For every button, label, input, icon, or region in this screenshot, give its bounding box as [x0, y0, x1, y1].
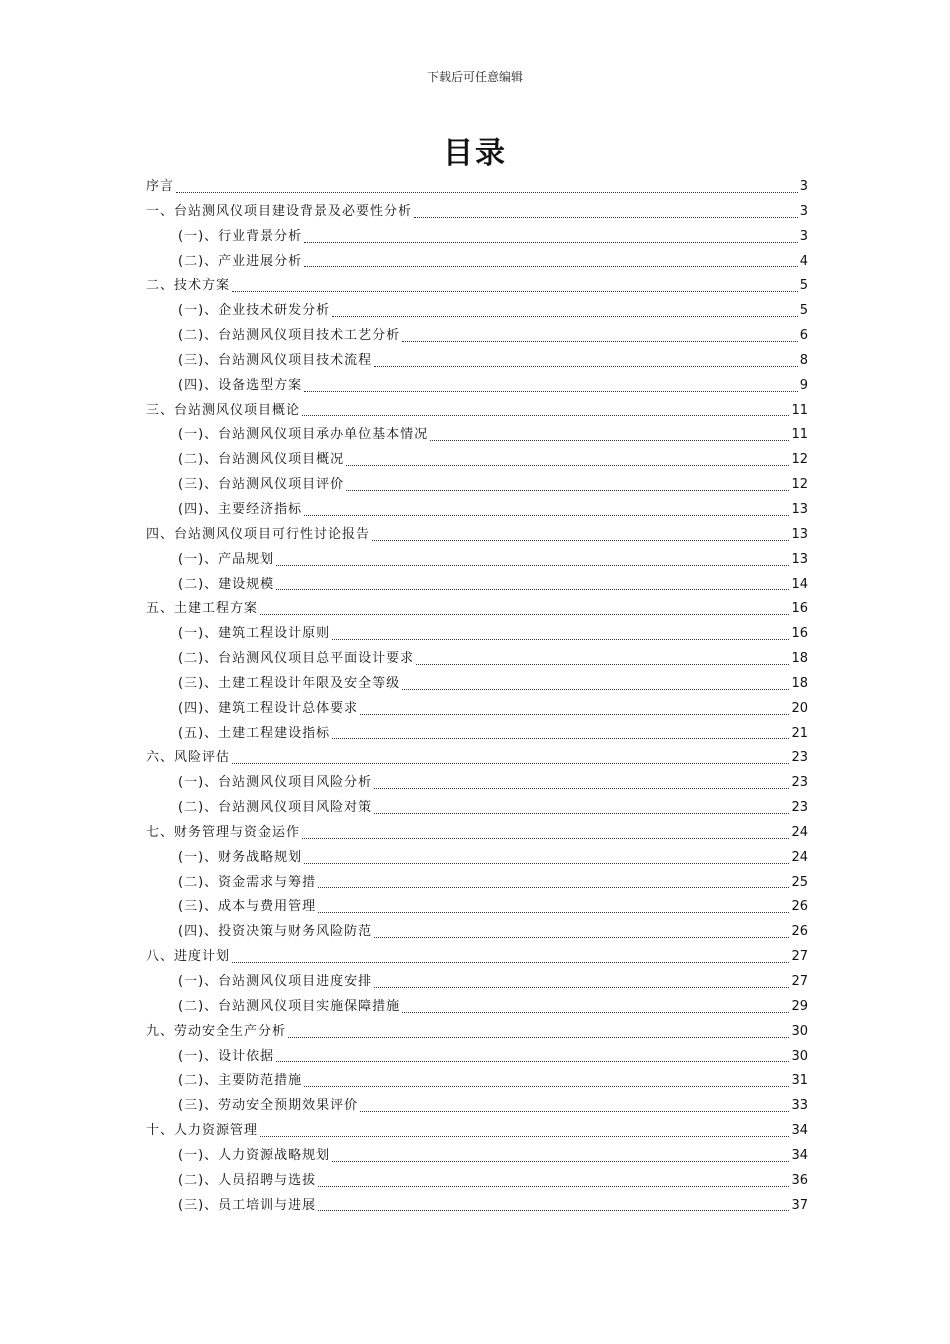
toc-entry-page: 11 — [791, 427, 808, 443]
toc-entry-label: (四)、投资决策与财务风险防范 — [178, 924, 373, 940]
toc-entry-page: 9 — [799, 377, 808, 393]
toc-entry-page: 37 — [791, 1197, 808, 1213]
toc-leader-dots — [374, 788, 789, 789]
toc-entry-page: 27 — [791, 949, 808, 965]
toc-entry[interactable] — [146, 1020, 808, 1045]
toc-entry-label: (二)、台站测风仪项目技术工艺分析 — [178, 328, 401, 344]
toc-entry[interactable] — [146, 796, 808, 821]
toc-entry-page: 16 — [791, 601, 808, 617]
toc-leader-dots — [332, 639, 789, 640]
toc-entry-label: (一)、台站测风仪项目承办单位基本情况 — [178, 427, 429, 443]
toc-entry[interactable] — [146, 895, 808, 920]
toc-entry-label: (一)、设计依据 — [178, 1048, 275, 1064]
toc-entry-page: 29 — [791, 998, 808, 1014]
toc-entry-label: (四)、建筑工程设计总体要求 — [178, 700, 359, 716]
toc-entry[interactable] — [146, 597, 808, 622]
toc-leader-dots — [304, 242, 798, 243]
toc-entry[interactable] — [146, 970, 808, 995]
toc-entry-label: (二)、资金需求与筹措 — [178, 874, 317, 890]
toc-list — [146, 175, 808, 1218]
toc-leader-dots — [304, 863, 789, 864]
toc-leader-dots — [346, 465, 789, 466]
toc-leader-dots — [416, 664, 789, 665]
toc-entry-page: 4 — [799, 253, 808, 269]
toc-entry-label: (三)、台站测风仪项目评价 — [178, 477, 345, 493]
toc-leader-dots — [374, 813, 789, 814]
toc-leader-dots — [372, 540, 789, 541]
toc-entry-page: 23 — [791, 775, 808, 791]
toc-entry-page: 25 — [791, 874, 808, 890]
toc-entry[interactable] — [146, 1094, 808, 1119]
toc-entry-page: 24 — [791, 824, 808, 840]
toc-entry-page: 5 — [799, 303, 808, 319]
toc-entry[interactable] — [146, 374, 808, 399]
toc-entry-label: (一)、台站测风仪项目进度安排 — [178, 974, 373, 989]
toc-entry[interactable] — [146, 697, 808, 722]
toc-entry-page: 31 — [791, 1073, 808, 1089]
toc-entry[interactable] — [146, 846, 808, 871]
toc-entry-label: 序言 — [146, 179, 175, 194]
toc-entry-page: 30 — [791, 1023, 808, 1039]
toc-leader-dots — [414, 217, 798, 218]
toc-entry-label: (二)、建设规模 — [178, 576, 275, 592]
toc-leader-dots — [304, 515, 789, 516]
toc-leader-dots — [260, 614, 789, 615]
toc-entry-label: 九、劳动安全生产分析 — [146, 1023, 287, 1039]
toc-entry-page: 24 — [791, 849, 808, 865]
toc-entry[interactable] — [146, 871, 808, 896]
toc-leader-dots — [304, 391, 798, 392]
toc-entry-label: (一)、产品规划 — [178, 551, 275, 567]
toc-entry-page: 23 — [791, 800, 808, 816]
header-note: 下载后可任意编辑 — [426, 70, 523, 84]
toc-entry[interactable] — [146, 423, 808, 448]
toc-leader-dots — [302, 838, 789, 839]
toc-entry[interactable] — [146, 622, 808, 647]
toc-entry[interactable] — [146, 175, 808, 200]
toc-entry-page: 26 — [791, 924, 808, 940]
toc-leader-dots — [332, 316, 798, 317]
toc-entry-page: 18 — [791, 651, 808, 667]
toc-leader-dots — [176, 192, 798, 193]
toc-entry-page: 5 — [799, 278, 808, 294]
toc-entry[interactable] — [146, 399, 808, 424]
toc-entry-page: 14 — [791, 576, 808, 592]
toc-leader-dots — [374, 366, 798, 367]
toc-leader-dots — [374, 987, 789, 988]
toc-entry-label: (二)、主要防范措施 — [178, 1073, 303, 1089]
toc-leader-dots — [402, 689, 789, 690]
toc-entry[interactable] — [146, 821, 808, 846]
toc-entry-label: (二)、人员招聘与选拔 — [178, 1172, 317, 1188]
toc-entry[interactable] — [146, 1169, 808, 1194]
toc-entry-page: 13 — [791, 551, 808, 567]
toc-leader-dots — [346, 490, 789, 491]
toc-entry-label: (一)、台站测风仪项目风险分析 — [178, 775, 373, 791]
toc-entry-page: 16 — [791, 626, 808, 642]
toc-entry-page: 12 — [791, 452, 808, 468]
toc-entry[interactable] — [146, 548, 808, 573]
toc-entry-page: 11 — [791, 402, 808, 418]
toc-entry-page: 36 — [791, 1172, 808, 1188]
toc-leader-dots — [430, 440, 789, 441]
toc-entry[interactable] — [146, 1144, 808, 1169]
toc-entry[interactable] — [146, 1194, 808, 1219]
toc-entry-page: 8 — [799, 352, 808, 368]
toc-entry-label: 二、技术方案 — [146, 278, 231, 294]
toc-leader-dots — [332, 1161, 789, 1162]
toc-entry-page: 13 — [791, 526, 808, 542]
toc-entry[interactable] — [146, 523, 808, 548]
toc-entry-label: (一)、建筑工程设计原则 — [178, 626, 331, 642]
toc-entry-page: 12 — [791, 477, 808, 493]
toc-entry[interactable] — [146, 299, 808, 324]
toc-leader-dots — [288, 1037, 789, 1038]
toc-leader-dots — [302, 415, 789, 416]
toc-leader-dots — [276, 589, 789, 590]
toc-leader-dots — [304, 266, 798, 267]
toc-entry[interactable] — [146, 647, 808, 672]
toc-entry-page: 33 — [791, 1098, 808, 1114]
toc-leader-dots — [360, 714, 789, 715]
toc-entry-page: 21 — [791, 725, 808, 741]
toc-entry-label: 十、人力资源管理 — [146, 1123, 259, 1139]
toc-entry-page: 23 — [791, 750, 808, 766]
toc-entry[interactable] — [146, 473, 808, 498]
toc-leader-dots — [374, 937, 789, 938]
toc-leader-dots — [304, 1086, 789, 1087]
toc-leader-dots — [402, 341, 798, 342]
toc-title: 目录 — [443, 136, 507, 171]
toc-entry-page: 34 — [791, 1123, 808, 1139]
toc-entry-page: 30 — [791, 1048, 808, 1064]
toc-entry[interactable] — [146, 573, 808, 598]
toc-entry[interactable] — [146, 324, 808, 349]
toc-leader-dots — [360, 1111, 789, 1112]
toc-leader-dots — [276, 1061, 789, 1062]
toc-leader-dots — [318, 887, 789, 888]
toc-entry-page: 26 — [791, 899, 808, 915]
toc-entry[interactable] — [146, 349, 808, 374]
toc-entry[interactable] — [146, 995, 808, 1020]
toc-entry-label: 八、进度计划 — [146, 949, 231, 965]
toc-entry[interactable] — [146, 1069, 808, 1094]
toc-entry-label: (二)、台站测风仪项目实施保障措施 — [178, 998, 401, 1014]
toc-entry-label: (二)、台站测风仪项目总平面设计要求 — [178, 651, 415, 667]
toc-entry-label: (三)、土建工程设计年限及安全等级 — [178, 675, 401, 691]
toc-entry-label: 五、土建工程方案 — [146, 601, 259, 617]
toc-entry[interactable] — [146, 945, 808, 970]
toc-entry-label: 一、台站测风仪项目建设背景及必要性分析 — [146, 203, 413, 219]
toc-entry-page: 34 — [791, 1147, 808, 1163]
toc-entry-page: 18 — [791, 675, 808, 691]
toc-entry-label: (一)、财务战略规划 — [178, 849, 303, 865]
toc-entry[interactable] — [146, 225, 808, 250]
toc-entry[interactable] — [146, 448, 808, 473]
toc-entry-label: (五)、土建工程建设指标 — [178, 725, 331, 741]
toc-entry-label: (三)、劳动安全预期效果评价 — [178, 1098, 359, 1114]
toc-entry-label: (三)、成本与费用管理 — [178, 899, 317, 915]
toc-entry-label: (四)、设备选型方案 — [178, 377, 303, 393]
toc-entry[interactable] — [146, 771, 808, 796]
toc-entry-label: 七、财务管理与资金运作 — [146, 824, 301, 840]
toc-leader-dots — [318, 1210, 789, 1211]
toc-entry[interactable] — [146, 672, 808, 697]
toc-leader-dots — [276, 565, 789, 566]
toc-entry-label: (二)、产业进展分析 — [178, 253, 303, 269]
toc-entry-label: (二)、台站测风仪项目概况 — [178, 452, 345, 468]
toc-entry-page: 27 — [791, 974, 808, 989]
toc-leader-dots — [318, 912, 789, 913]
toc-entry[interactable] — [146, 920, 808, 945]
toc-leader-dots — [318, 1186, 789, 1187]
toc-entry[interactable] — [146, 498, 808, 523]
toc-entry[interactable] — [146, 1119, 808, 1144]
toc-leader-dots — [402, 1012, 789, 1013]
toc-entry[interactable] — [146, 746, 808, 771]
toc-leader-dots — [232, 763, 789, 764]
toc-entry[interactable] — [146, 200, 808, 225]
toc-leader-dots — [232, 291, 798, 292]
toc-entry[interactable] — [146, 722, 808, 747]
toc-entry-label: (二)、台站测风仪项目风险对策 — [178, 800, 373, 816]
toc-entry-label: (三)、台站测风仪项目技术流程 — [178, 352, 373, 368]
toc-entry[interactable] — [146, 274, 808, 299]
toc-leader-dots — [332, 738, 789, 739]
toc-entry-page: 6 — [799, 328, 808, 344]
toc-entry-label: 三、台站测风仪项目概论 — [146, 402, 301, 418]
toc-leader-dots — [232, 962, 789, 963]
toc-entry-label: (一)、人力资源战略规划 — [178, 1147, 331, 1163]
toc-entry-label: 四、台站测风仪项目可行性讨论报告 — [146, 526, 371, 542]
toc-entry[interactable] — [146, 1045, 808, 1070]
toc-entry-label: (一)、企业技术研发分析 — [178, 303, 331, 319]
toc-entry-label: 六、风险评估 — [146, 750, 231, 766]
toc-entry-label: (四)、主要经济指标 — [178, 501, 303, 517]
toc-entry-label: (三)、员工培训与进展 — [178, 1197, 317, 1213]
toc-entry-label: (一)、行业背景分析 — [178, 228, 303, 244]
toc-entry-page: 3 — [799, 203, 808, 219]
toc-entry-page: 20 — [791, 700, 808, 716]
toc-entry-page: 13 — [791, 501, 808, 517]
toc-entry-page: 3 — [799, 179, 808, 194]
toc-leader-dots — [260, 1136, 789, 1137]
toc-entry-page: 3 — [799, 228, 808, 244]
toc-entry[interactable] — [146, 250, 808, 275]
